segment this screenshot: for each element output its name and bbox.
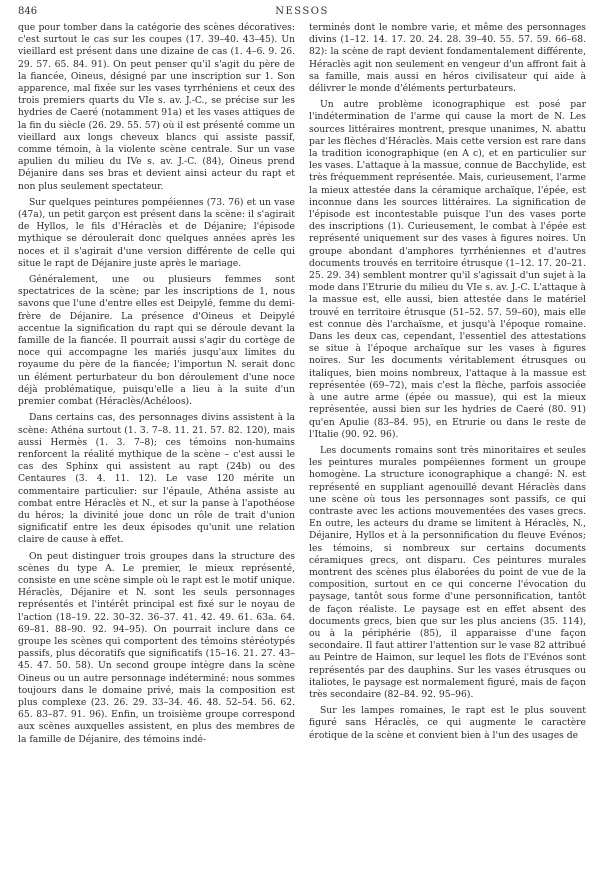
- paragraph: Un autre problème iconographique est posé par l'indétermination de l'arme qui cause la mort de N. Les sources littéraires montrent, presque unanimes, N. abattu par les flèches d'Héraclès. Mais cette version est rare dans la tradition iconographique (en A c), et en particulier sur les vases. L'attaque à la massue, connue de Bacchylide, est très fréquemment représentée. Mais, curieusement, l'arme la mieux attestée dans la céramique archaïque, l'épée, est inconnue dans les sources littéraires. La signification de l'épisode est incontestable puisque l'un des vases porte des inscriptions (1). Curieusement, le combat à l'épée est représenté uniquement sur des vases à figures noires. Un groupe abondant d'amphores tyrrhéniennes et d'autres documents trouvés en territoire étrusque (1–12. 17. 20–21. 25. 29. 34) semblent montrer qu'il s'agissait d'un sujet à la mode dans l'Etrurie du milieu du VIe s. av. J.-C. L'attaque à la massue est, elle aussi, bien attestée dans le matériel trouvé en territoire étrusque (51–52. 57. 59–60), mais elle est connue dès l'archaïsme, et jusqu'à l'époque romaine. Dans les deux cas, cependant, l'essentiel des attestations se situe à l'époque archaïque sur les vases à figures noires. Sur les documents véritablement étrusques ou italiques, bien moins nombreux, l'attaque à la massue est représentée (69–72), mais c'est la flèche, parfois associée à une autre arme (épée ou massue), qui est la mieux représentée, aussi bien sur les hydries de Caeré (80. 91) qu'en Apulie (83–84. 95), en Etrurie ou dans le reste de l'Italie (90. 92. 96).: [309, 99, 586, 440]
- text-columns: [18, 22, 586, 869]
- paragraph: Sur quelques peintures pompéiennes (73. 76) et un vase (47a), un petit garçon est présent dans la scène: il s'agirait de Hyllos, le fils d'Héraclès et de Déjanire; l'épisode mythique se déroulerait donc quelques années après les noces et il s'agirait d'une version différente de celle qui situe le rapt de Déjanire juste après le mariage.: [18, 196, 295, 269]
- paragraph: Généralement, une ou plusieurs femmes sont spectatrices de la scène; par les inscriptions de 1, nous savons que l'une d'entre elles est Deipylé, femme du demi-frère de Déjanire. La présence d'Oineus et Deipylé accentue la signification du rapt qui se déroule devant la famille de la fiancée. Il pourrait aussi s'agir du cortège de noce qui accompagne les mariés jusqu'aux limites du royaume du père de la fiancée; l'importun N. serait donc un élément perturbateur du bon déroulement d'une noce déjà problématique, puisqu'elle a lieu à la suite d'un premier combat (Héraclès/Achéloos).: [18, 274, 295, 408]
- paragraph: que pour tomber dans la catégorie des scènes décoratives: c'est surtout le cas sur les coupes (17. 39–40. 43–45). Un vieillard est présent dans une dizaine de cas (1. 4–6. 9. 26. 29. 57. 65. 84. 91). On peut penser qu'il s'agit du père de la fiancée, Oineus, désigné par une inscription sur 1. Son apparence, mal fixée sur les vases tyrrhéniens et ceux des trois premiers quarts du VIe s. av. J.-C., se précise sur les hydries de Caeré (notamment 91a) et les vases attiques de la fin du siècle (26. 29. 55. 57) où il est présenté comme un vieillard aux longs cheveux blancs qui assiste passif, comme témoin, à la violente scène centrale. Sur un vase apulien du milieu du IVe s. av. J.-C. (84), Oineus prend Déjanire dans ses bras et devient ainsi acteur du rapt et non plus seulement spectateur.: [18, 22, 295, 192]
- paragraph: Les documents romains sont très minoritaires et seules les peintures murales pompéiennes forment un groupe homogène. La structure iconographique a changé: N. est représenté en suppliant agenouillé devant Héraclès dans une scène où tous les personnages sont passifs, ce qui contraste avec les actions mouvementées des vases grecs. En outre, les acteurs du drame se limitent à Héraclès, N., Déjanire, Hyllos et à la personnification du fleuve Evénos; les témoins, si nombreux sur certains documents céramiques grecs, ont disparu. Ces peintures murales montrent des scènes plus élaborées du point de vue de la composition, surtout en ce qui concerne l'évocation du paysage, tantôt sous forme d'une personnification, tantôt de façon réaliste. Le paysage est en effet absent des documents grecs, bien que sur les plus anciens (35. 114), ou à la périphérie (85), il apparaisse d'une façon secondaire. Il faut attirer l'attention sur le vase 82 attribué au Peintre de Haimon, sur lequel les flots de l'Evénos sont représentés par des dauphins. Sur les vases étrusques ou italiotes, le paysage est normalement figuré, mais de façon très secondaire (82–84. 92. 95–96).: [309, 444, 586, 700]
- paragraph: On peut distinguer trois groupes dans la structure des scènes du type A. Le premier, le mieux représenté, consiste en une scène simple où le rapt est le motif unique. Héraclès, Déjanire et N. sont les seuls personnages représentés et l'intérêt principal est fixé sur le noyau de l'action (18–19. 22. 30–32. 36–37. 41. 42. 49. 61. 63a. 64. 69–81. 88–90. 92. 94–95). On pourrait inclure dans ce groupe les scènes qui comportent des témoins stéréotypés passifs, plus décoratifs que significatifs (15–16. 21. 27. 43–45. 47. 50. 58). Un second groupe intègre dans la scène Oineus ou un autre personnage indéterminé: nous sommes toujours dans le domaine privé, mais la composition est plus complexe (23. 26. 29. 33–34. 46. 48. 52–54. 56. 62. 65. 83–87. 91. 96). Enfin, un troisième groupe correspond aux scènes auxquelles assistent, en plus des membres de la famille de Déjanire, des témoins indé-: [18, 550, 295, 745]
- paragraph: Sur les lampes romaines, le rapt est le plus souvent figuré sans Héraclès, ce qui augmente le caractère érotique de la scène et convient bien à l'un des usages de: [309, 705, 586, 741]
- running-head: NESSOS: [275, 6, 329, 17]
- paragraph: Dans certains cas, des personnages divins assistent à la scène: Athéna surtout (1. 3. 7–8. 11. 21. 57. 82. 120), mais aussi Hermès (1. 3. 7–8); ces témoins non-humains renforcent la réalité mythique de la scène – c'est aussi le cas des Sphinx qui assistent au rapt (24b) ou des Centaures (3. 4. 11. 12). Le vase 120 mérite un commentaire particulier: sur l'épaule, Athéna assiste au combat entre Héraclès et N., et sur la panse à l'apothéose du héros; la divinité joue donc un rôle de trait d'union significatif entre les deux épisodes qu'unit une relation claire de cause à effet.: [18, 412, 295, 546]
- right-column: [309, 22, 586, 869]
- paragraph: terminés dont le nombre varie, et même des personnages divins (1–12. 14. 17. 20. 24. 28. 39–40. 55. 57. 59. 66–68. 82): la scène de rapt devient fondamentalement différente, Héraclès agit non seulement en vengeur d'un affront fait à sa famille, mais aussi en héros civilisateur qui aide à délivrer le monde d'éléments perturbateurs.: [309, 22, 586, 95]
- page-number: 846: [18, 6, 38, 17]
- left-column: [18, 22, 295, 869]
- page-header: [18, 6, 586, 22]
